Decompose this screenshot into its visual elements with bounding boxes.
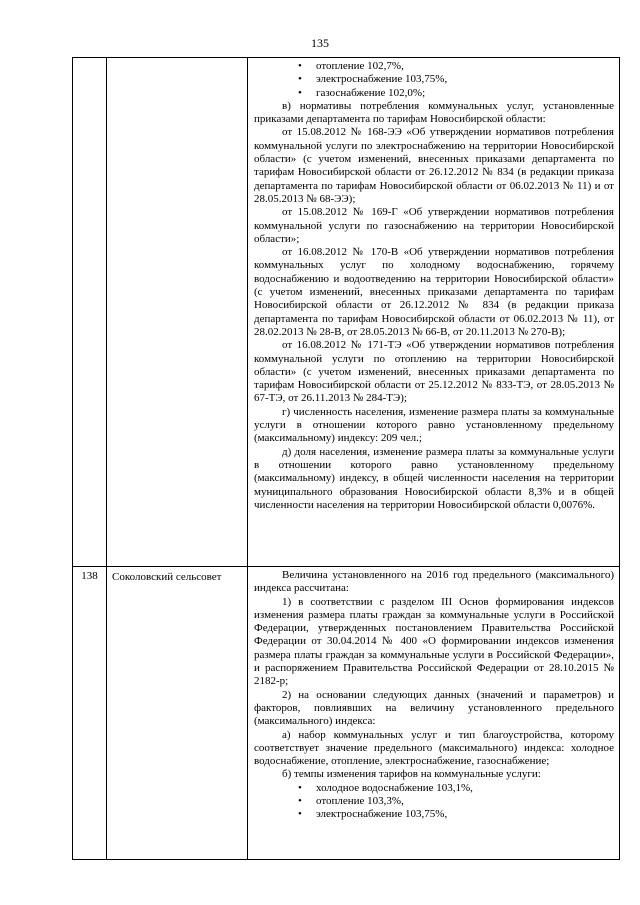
paragraph: от 16.08.2012 № 171-ТЭ «Об утверждении нормативов потребления коммунальной услуги по отоплению на территории Новосибирской области» (с учетом изменений, внесенных приказами департамента по тарифам Новосибирской области от 25.12.2012 № 833-ТЭ, от 28.05.2013 № 67-ТЭ, от 26.11.2013 № 284-ТЭ); [254,339,614,405]
tariff-bullet: • отопление 102,7%, [316,60,614,73]
paragraph: от 15.08.2012 № 168-ЭЭ «Об утверждении нормативов потребления коммунальной услуги по электроснабжению на территории Новосибирской области» (с учетом изменений, внесенных приказами департамента по тарифам Новосибирской области от 26.12.2012 № 834 (в редакции приказа департамента по тарифам Новосибирской области от 06.02.2013 № 11) и от 28.05.2013 № 68-ЭЭ); [254,126,614,205]
paragraph: б) темпы изменения тарифов на коммунальные услуги: [282,768,541,781]
paragraph: 1) в соответствии с разделом III Основ формирования индексов изменения размера платы граждан за коммунальные услуги в Российской Федерации, утвержденных постановлением Правительства Российской Федерации от 30.04.2014 № 400 «О формировании индексов изменения размера платы граждан за коммунальные услуги в Российской Федерации», и распоряжением Правительства Российской Федерации от 28.10.2015 № 2182-р; [254,595,614,688]
paragraph: от 16.08.2012 № 170-В «Об утверждении нормативов потребления коммунальных услуг по холодному водоснабжению, горячему водоснабжению и водоотведению на территории Новосибирской области» (с учетом изменений, внесенных приказами департамента по тарифам Новосибирской области от 26.12.2012 № 834 (в редакции приказа департамента по тарифам Новосибирской области от 06.02.2013 № 11), от 28.02.2013 № 28-В, от 28.05.2013 № 66-В, от 20.11.2013 № 270-В); [254,246,614,338]
page-number: 135 [311,36,329,50]
paragraph: Величина установленного на 2016 год предельного (максимального) индекса рассчитана: [254,569,614,595]
municipality-name-cell [107,58,248,567]
paragraph: в) нормативы потребления коммунальных услуг, установленные приказами департамента по тарифам Новосибирской области: [254,99,614,126]
tariff-bullet: • холодное водоснабжение 103,1%, [316,782,614,795]
description-cell [248,58,620,567]
paragraph: д) доля населения, изменение размера платы за коммунальные услуги в отношении которого равно установленному предельному (максимальному) индексу, в общей численности населения на территории муниципального образования Новосибирской области 8,3% и в общей численности населения на территории Новосибирской области 0,0076%. [254,445,614,511]
table-row [73,58,620,567]
municipality-name-cell: Соколовский сельсовет [107,567,248,860]
document-table [72,57,620,860]
paragraph: г) численность населения, изменение размера платы за коммунальные услуги в отношении которого равно установленному предельному (максимальному) индексу: 209 чел.; [254,405,614,445]
tariff-bullet: • газоснабжение 102,0%; [316,87,614,100]
description-cell [248,567,620,860]
paragraph: 2) на основании следующих данных (значений и параметров) и факторов, повлиявших на величину установленного предельного (максимального) индекса: [254,688,614,728]
tariff-bullet: • электроснабжение 103,75%, [316,73,614,86]
row-number-cell: 138 [73,567,107,860]
row-number-cell [73,58,107,567]
tariff-bullet: • отопление 103,3%, [316,795,614,808]
paragraph: от 15.08.2012 № 169-Г «Об утверждении нормативов потребления коммунальной услуги по газоснабжению на территории Новосибирской области»; [254,206,614,245]
tariff-bullet: • электроснабжение 103,75%, [316,808,614,821]
table-row [73,567,620,860]
paragraph: а) набор коммунальных услуг и тип благоустройства, которому соответствует значение предельного (максимального) индекса: холодное водоснабжение, отопление, электроснабжение, газоснабжение; [254,728,614,768]
